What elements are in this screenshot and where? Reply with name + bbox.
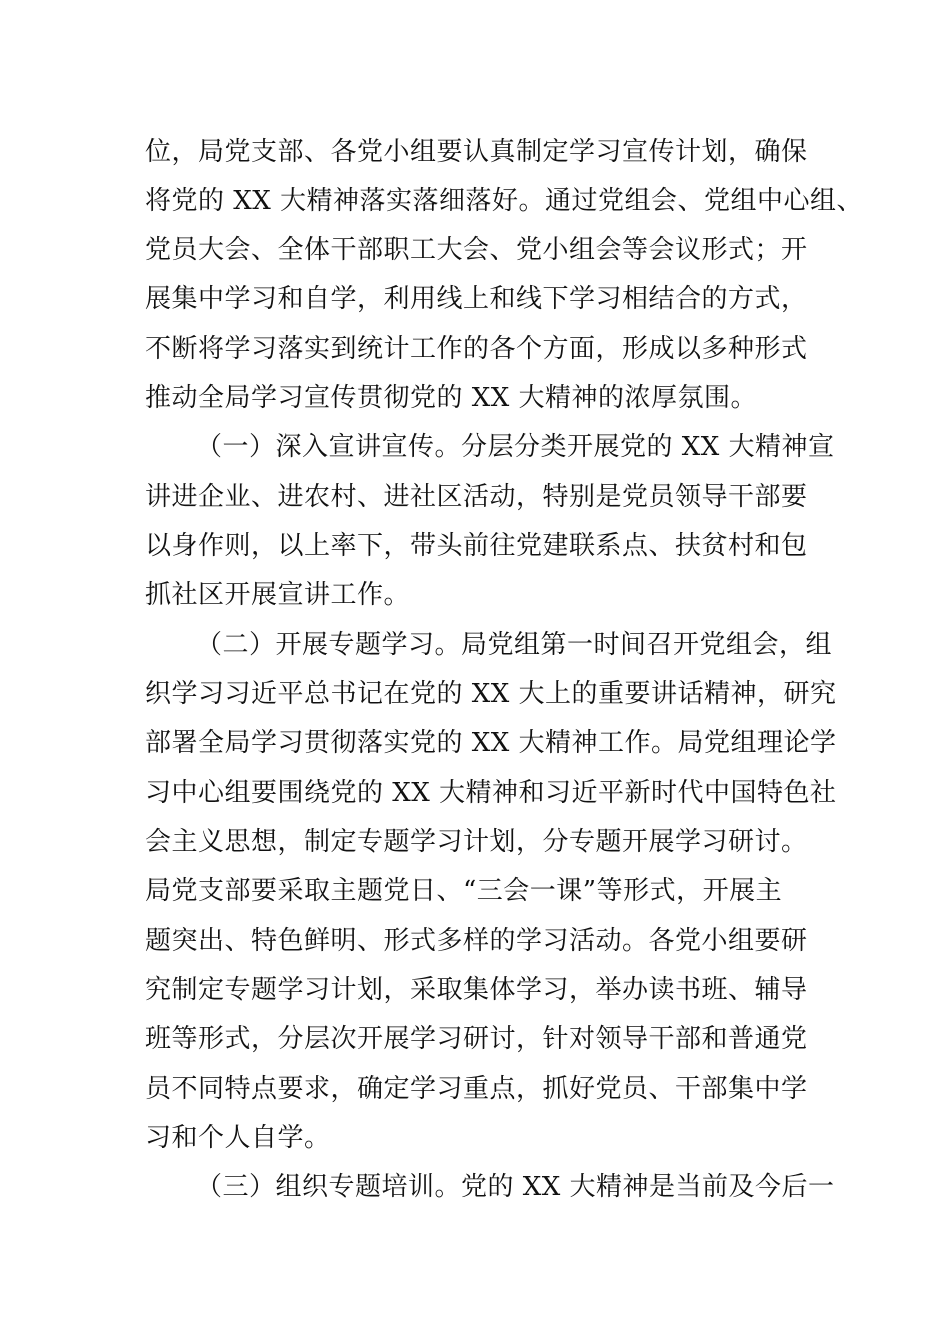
paragraph-heading-line: （三）组织专题培训。党的 XX 大精神是当前及今后一 <box>196 1172 835 1202</box>
text-line: 员不同特点要求，确定学习重点，抓好党员、干部集中学 <box>145 1074 808 1104</box>
text-line: 习中心组要围绕党的 XX 大精神和习近平新时代中国特色社 <box>145 778 837 808</box>
text-line: 党员大会、全体干部职工大会、党小组会等会议形式；开 <box>145 235 808 265</box>
text-line: 织学习习近平总书记在党的 XX 大上的重要讲话精神，研究 <box>145 679 837 709</box>
text-line: 部署全局学习贯彻落实党的 XX 大精神工作。局党组理论学 <box>145 728 837 758</box>
text-line: 将党的 XX 大精神落实落细落好。通过党组会、党组中心组、 <box>145 186 864 216</box>
text-line: 究制定专题学习计划，采取集体学习，举办读书班、辅导 <box>145 975 808 1005</box>
text-line: 题突出、特色鲜明、形式多样的学习活动。各党小组要研 <box>145 926 808 956</box>
text-line: 习和个人自学。 <box>145 1123 331 1153</box>
paragraph-heading-line: （二）开展专题学习。局党组第一时间召开党组会，组 <box>196 630 833 660</box>
text-line: 会主义思想，制定专题学习计划，分专题开展学习研讨。 <box>145 827 808 857</box>
text-line: 以身作则，以上率下，带头前往党建联系点、扶贫村和包 <box>145 531 808 561</box>
text-line: 抓社区开展宣讲工作。 <box>145 580 411 610</box>
paragraph-heading-line: （一）深入宣讲宣传。分层分类开展党的 XX 大精神宣 <box>196 432 835 462</box>
text-line: 班等形式，分层次开展学习研讨，针对领导干部和普通党 <box>145 1024 808 1054</box>
text-line: 展集中学习和自学，利用线上和线下学习相结合的方式， <box>145 284 808 314</box>
text-line: 讲进企业、进农村、进社区活动，特别是党员领导干部要 <box>145 482 808 512</box>
text-line: 不断将学习落实到统计工作的各个方面，形成以多种形式 <box>145 334 808 364</box>
text-line: 局党支部要采取主题党日、“三会一课”等形式，开展主 <box>145 876 783 906</box>
text-line: 推动全局学习宣传贯彻党的 XX 大精神的浓厚氛围。 <box>145 383 758 413</box>
text-line: 位，局党支部、各党小组要认真制定学习宣传计划，确保 <box>145 137 808 167</box>
